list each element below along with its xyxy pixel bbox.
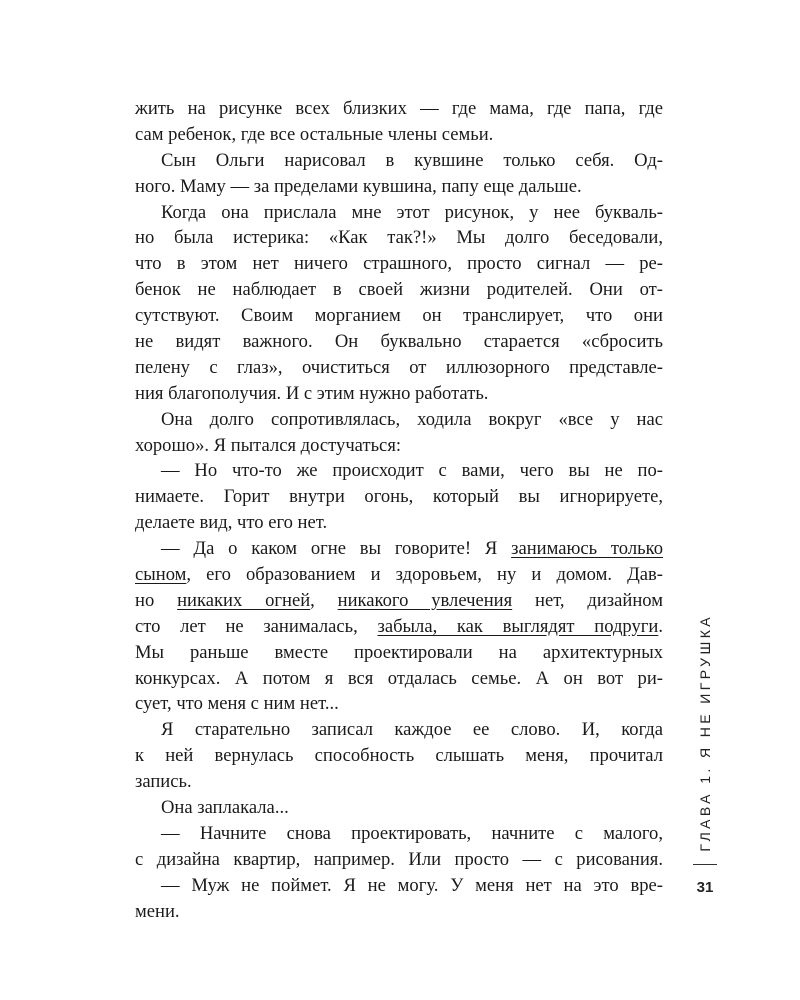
text-line: сутствуют. Своим морганием он транслирует, что они xyxy=(135,305,663,327)
underlined-phrase: занимаюсь только xyxy=(511,538,663,560)
text-line: сыном, его образованием и здоровьем, ну и домом. Дав- xyxy=(135,564,663,586)
text-line: не видят важного. Он буквально старается «сбросить xyxy=(135,331,663,353)
text-line: жить на рисунке всех близких — где мама, где папа, где xyxy=(135,98,663,119)
text-line: с дизайна квартир, например. Или просто — с рисования. xyxy=(135,848,663,870)
body-text xyxy=(135,96,663,925)
underlined-phrase: никакого увлечения xyxy=(337,589,513,611)
text-line: ного. Маму — за пределами кувшина, папу еще дальше. xyxy=(135,175,582,197)
text-line: Она заплакала... xyxy=(161,797,289,819)
running-head xyxy=(690,608,720,858)
text-line: что в этом нет ничего страшного, просто сигнал — ре- xyxy=(135,253,663,275)
page-number-rule xyxy=(693,864,717,865)
text-line: Мы раньше вместе проектировали на архитектурных xyxy=(135,641,663,663)
text-line: — Муж не поймет. Я не могу. У меня нет на это вре- xyxy=(161,874,663,896)
text-line: конкурсах. А потом я вся отдалась семье. А он вот ри- xyxy=(135,667,663,689)
underlined-phrase: сыном xyxy=(135,564,187,586)
text-line: Сын Ольги нарисовал в кувшине только себя. Од- xyxy=(161,149,663,171)
text-line: сует, что меня с ним нет... xyxy=(135,693,339,715)
text-line: к ней вернулась способность слышать меня, прочитал xyxy=(135,745,663,767)
text-line: запись. xyxy=(135,771,192,793)
chapter-title: ГЛАВА 1. Я НЕ ИГРУШКА xyxy=(697,614,713,852)
text-line: хорошо». Я пытался достучаться: xyxy=(135,434,402,456)
text-line: сам ребенок, где все остальные члены семьи. xyxy=(135,123,494,145)
text-line: ния благополучия. И с этим нужно работать. xyxy=(135,382,489,404)
text-line: но была истерика: «Как так?!» Мы долго беседовали, xyxy=(135,227,663,249)
text-line: нимаете. Горит внутри огонь, который вы игнорируете, xyxy=(135,486,663,508)
text-line: — Да о каком огне вы говорите! Я занимаюсь только xyxy=(161,538,663,560)
text-line: пелену с глаз», очиститься от иллюзорного представле- xyxy=(135,356,663,378)
text-line: — Но что-то же происходит с вами, чего вы не по- xyxy=(161,460,663,482)
text-line: — Начните снова проектировать, начните с малого, xyxy=(161,822,663,844)
text-line: Она долго сопротивлялась, ходила вокруг «все у нас xyxy=(161,408,663,430)
page-number: 31 xyxy=(696,879,714,896)
underlined-phrase: забыла, как выглядят подруги xyxy=(377,615,659,637)
underlined-phrase: никаких огней xyxy=(177,589,311,611)
text-line: сто лет не занималась, забыла, как выглядят подруги. xyxy=(135,615,663,637)
text-line: Я старательно записал каждое ее слово. И, когда xyxy=(161,719,663,741)
text-line: бенок не наблюдает в своей жизни родителей. Они от- xyxy=(135,279,663,301)
text-line: но никаких огней, никакого увлечения нет, дизайном xyxy=(135,589,664,611)
text-line: делаете вид, что его нет. xyxy=(135,512,328,534)
text-line: мени. xyxy=(135,900,180,922)
text-line: Когда она прислала мне этот рисунок, у нее букваль- xyxy=(161,201,663,223)
